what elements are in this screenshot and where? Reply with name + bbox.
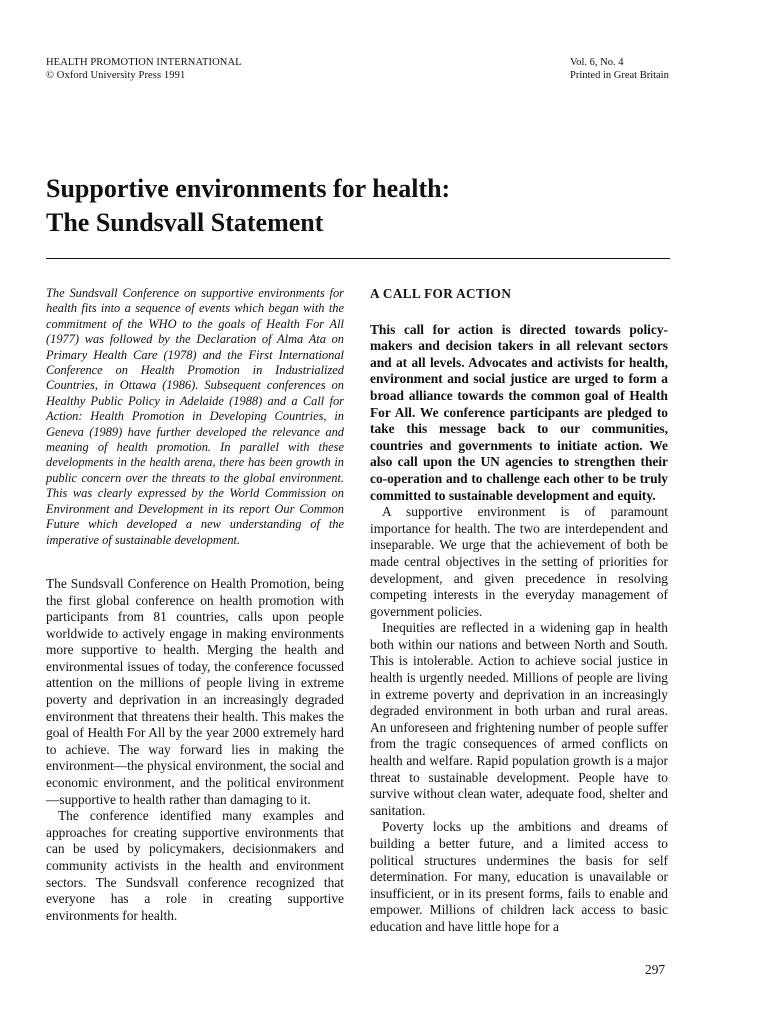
body-paragraph: The conference identified many examples and approaches for creating supportive environments that can be used by policymakers, decisionmakers and community activists in the health and environment sectors. The Sundsvall conference recognized that everyone has a role in creating supportive environments for health. — [46, 808, 344, 923]
running-header-left — [46, 56, 242, 82]
body-paragraph: A supportive environment is of paramount importance for health. The two are interdependent and inseparable. We urge that the achievement of both be made central objectives in the setting of priorities for development, and given precedence in resolving competing interests in the everyday management of government policies. — [370, 504, 668, 619]
title-line-1: Supportive environments for health: — [46, 174, 451, 203]
section-heading: A CALL FOR ACTION — [370, 286, 512, 301]
page-number: 297 — [645, 962, 666, 977]
call-to-action-paragraph: This call for action is directed towards policy-makers and decision takers in all relevant sectors and at all levels. Advocates and activists for health, environment and social justice are urged to form a broad alliance towards the common goal of Health For All. We conference participants are pledged to take this message back to our communities, countries and governments to initiate action. We also call upon the UN agencies to strengthen their co-operation and to challenge each other to be truly committed to sustainable development and equity. — [370, 321, 668, 503]
title-divider — [46, 258, 670, 259]
right-column — [370, 286, 668, 936]
left-column — [46, 286, 344, 924]
abstract-spacer — [46, 548, 344, 576]
running-header-right — [570, 56, 669, 82]
article-title — [46, 172, 686, 240]
body-paragraph: Poverty locks up the ambitions and dreams of building a better future, and a limited access to political structures undermines the basis for self determination. For many, education is unavailable or insufficient, or in its present forms, fails to enable and empower. Millions of children lack access to basic education and have little hope for a — [370, 819, 668, 934]
body-paragraph: The Sundsvall Conference on Health Promotion, being the first global conference on health promotion with participants from 81 countries, calls upon people worldwide to actively engage in making environments more supportive to health. Merging the health and environmental issues of today, the conference focussed attention on the millions of people living in extreme poverty and deprivation in an increasingly degraded environment that threatens their health. This makes the goal of Health For All by the year 2000 extremely hard to achieve. The way forward lies in making the environment—the physical environment, the social and economic environment, and the political environment—supportive to health rather than damaging to it. — [46, 575, 344, 807]
journal-name: HEALTH PROMOTION INTERNATIONAL — [46, 57, 242, 68]
printed-location: Printed in Great Britain — [570, 70, 669, 81]
title-line-2: The Sundsvall Statement — [46, 208, 324, 237]
copyright-line: © Oxford University Press 1991 — [46, 70, 186, 81]
body-paragraph: Inequities are reflected in a widening gap in health both within our nations and between North and South. This is intolerable. Action to achieve social justice in health is urgently needed. Millions of people are living in extreme poverty and deprivation in an increasingly degraded environment in both urban and rural areas. An unforeseen and frightening number of people suffer from the tragic consequences of armed conflicts on health and welfare. Rapid population growth is a major threat to sustainable development. People have to survive without clean water, adequate food, shelter and sanitation. — [370, 620, 668, 818]
abstract-paragraph: The Sundsvall Conference on supportive environments for health fits into a sequence of events which began with the commitment of the WHO to the goals of Health For All (1977) was followed by the Declaration of Alma Ata on Primary Health Care (1978) and the First International Conference on Health Promotion in Industrialized Countries, in Ottawa (1986). Subsequent conferences on Healthy Public Policy in Adelaide (1988) and a Call for Action: Health Promotion in Developing Countries, in Geneva (1989) have further developed the relevance and meaning of health promotion. In parallel with these developments in the health arena, there has been growth in public concern over the threats to the global environment. This was clearly expressed by the World Commission on Environment and Development in its report Our Common Future which developed a new understanding of the imperative of sustainable development. — [46, 286, 344, 547]
volume-issue: Vol. 6, No. 4 — [570, 57, 624, 68]
